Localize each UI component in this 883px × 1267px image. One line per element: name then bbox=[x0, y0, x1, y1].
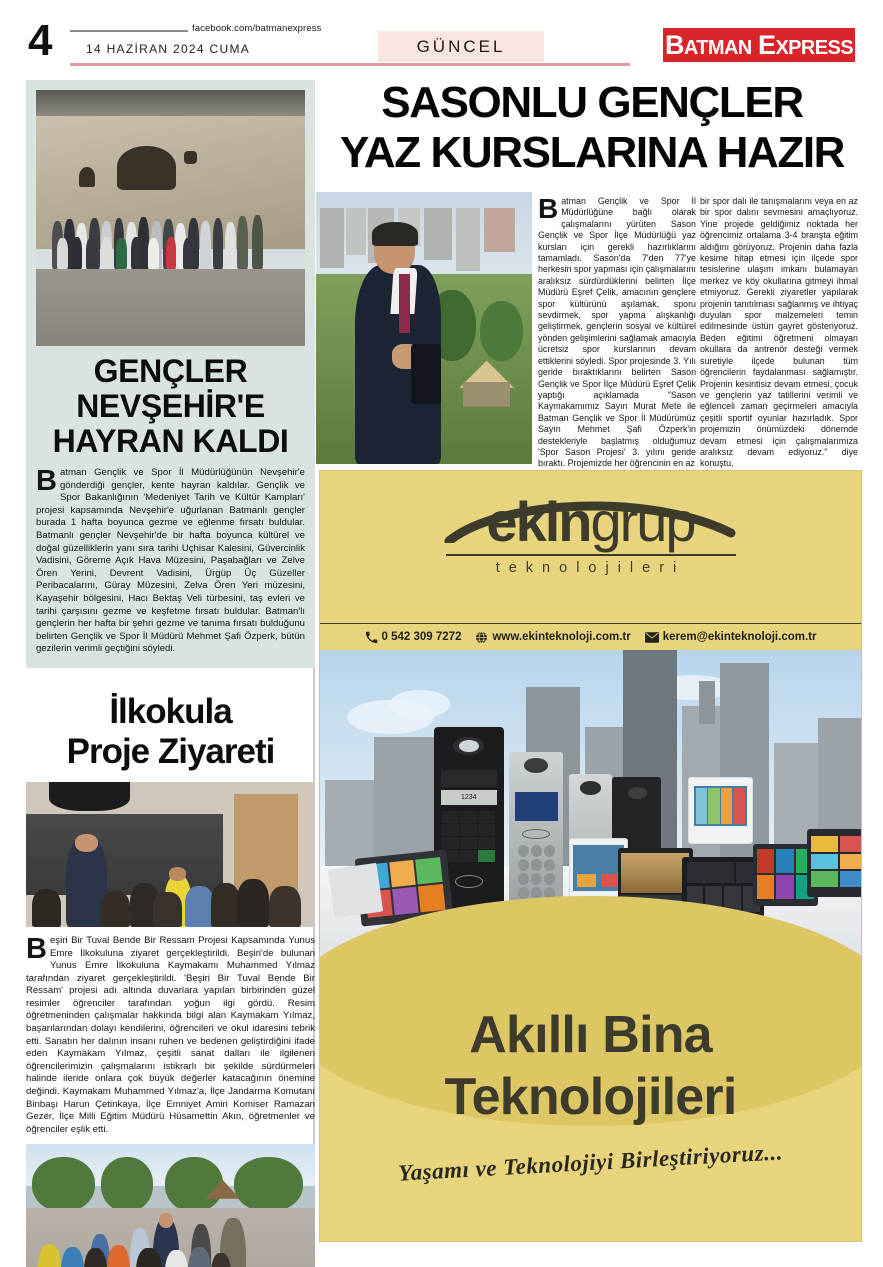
ad-logo-grup: grup bbox=[590, 490, 695, 553]
ad-logo-subtitle: teknolojileri bbox=[495, 559, 686, 576]
ad-logo-ek: ek bbox=[486, 490, 545, 553]
left-column bbox=[26, 80, 315, 1267]
left-story-1 bbox=[26, 80, 315, 668]
headline-line-2: Proje Ziyareti bbox=[66, 731, 275, 771]
ad-contact-bar bbox=[320, 624, 861, 650]
ad-phone[interactable] bbox=[365, 631, 462, 644]
page-number: 4 bbox=[28, 16, 51, 65]
envelope-icon bbox=[645, 632, 659, 643]
group-photo-people bbox=[47, 208, 295, 269]
brand-logo[interactable] bbox=[663, 28, 855, 62]
schoolyard-photo bbox=[26, 1144, 315, 1267]
facebook-url[interactable]: facebook.com/batmanexpress bbox=[192, 23, 322, 34]
left-story-1-body: Batman Gençlik ve Spor İl Müdürlüğünün Nevşehir'e gönderdiği gençler, kente hayran kaldılar. Gençlik ve Spor Bakanlığının 'Medeniyet Tarih ve Kültür Kampları' projesi kapsamında Nevşehir'e uğurlanan Batmanlı gençler burada 1 hafta boyunca gezme ve eğlenme fırsatı buldular. Batmanlı gençler Nevşehir'de bir hafta boyunca kültürel ve doğal güzelliklerin yanı sıra tarihi Uçhisar Kalesini, Güvercinlik Vadisini, Göreme Açık Hava Müzesini, Paşabağları ve Zelve Ören Yerini, Devrent Vadisini, Ürgüp Üç Güzeller Peribacalarını, Güray Müzesini, Zelva Ören Yeri müzesini, Kayaşehir bölgesini, Hacı Bektaş Veli türbesini, taş evleri ve tarihi çarşısını gezme ve keşfetme fırsatı buldular. Batman'lı gençlerin her hafta bir şehri gezme ve tanıma fırsatı bulduğunu belirten Gençlik ve Spor İl Müdürü Mehmet Şafi Özperk, bütün gezilerin verimli geçtiğini söyledi. bbox=[36, 465, 305, 655]
group-photo-nevsehir bbox=[36, 90, 305, 346]
ad-email-text: kerem@ekinteknoloji.com.tr bbox=[662, 631, 817, 644]
ad-headline-line-2: Teknolojileri bbox=[444, 1068, 737, 1127]
left-story-2-body: Beşiri Bir Tuval Bende Bir Ressam Projesi Kapsamında Yunus Emre İlkokuluna ziyaret gerçekleştirildi. Beşiri'de bulunan Yunus Emre İlkokuluna Kaymakamı Muhammed Yılmaz tarafından ziyaret gerçekleştirildi. 'Beşiri Bir Tuval Bende Bir Ressam' projesi adı altında duvarlara yapılan birbirinden güzel resimler öğrenciler tarafından yoğun ilgi gördü. Resim öğretmeninden çalışmalar hakkında bilgi alan Kaymakam Yılmaz, başarılarından dolayı kendilerini, öğrencileri ve okul idaresini tebrik etti. Sanatın her dalının insanı ruhen ve bedenen geliştirdiğini ifade eden Kaymakam Yılmaz, çeşitli sanat dalları ile ilgilenen öğrencilerimizin çalışmalarını istikrarlı bir şekilde sürdürmeleri halinde ileride onlara çok büyük değerler katacağının önemine değindi. Kaymakam Muhammed Yılmaz'a, İlçe Jandarma Komutanı Binbaşı Harun Çetinkaya, İlçe Emniyet Amiri Komiser Ramazan Gezer, İlçe Milli Eğitim Müdürü Hüsamettin Akın, öğretmenler ve öğrenciler eşlik etti. bbox=[26, 932, 315, 1135]
ad-website-text: www.ekinteknoloji.com.tr bbox=[492, 631, 631, 644]
section-badge: GÜNCEL bbox=[378, 31, 544, 62]
headline-line-2: NEVŞEHİR'E bbox=[76, 388, 265, 424]
ad-logo-underline bbox=[446, 554, 736, 556]
ad-logo-in: in bbox=[544, 490, 591, 553]
main-story-column-2: bir spor dalı ile tanışmalarını veya en az bir spor dalını sevmesini amaçlıyoruz. Yine projede geldiğimiz noktada her öğrencimiz ortalama 3-4 branşta eğitim aldığını görüyoruz. Projenin daha fazla kesime hitap etmesi için ilçede spor tesislerine ulaşım imkanı bulamayan merkez ve köy okullarına gitmeyi ihmal etmiyoruz. Gerekli ziyaretler yapılarak projenin tanıtılması sağlanmış ve ihtiyaç duyulan spor malzemeleri temin edilmesinde üstün gayret gösteriyoruz. Beden eğitimi öğretmeni olmayan okullara da antrenör desteği vermek suretiyle ilçede bulunan tüm öğrencilerin faydalanması sağlamıştır. Projenin kesintisiz devam etmesi, çocuk ve gençlerin yaz tatillerini verimli ve eğlenceli zaman geçirmeleri amacıyla çeşitli sportif oyunlar hazırladık. Spor projemizin önümüzdeki dönemde devam etmesi için çalışmalarımıza aralıksız devam ediyoruz." diye konuştu. bbox=[700, 196, 858, 469]
intercom-keypad-display: 1234 bbox=[441, 790, 497, 805]
masthead-divider-line bbox=[70, 30, 188, 32]
ad-logo-zone bbox=[320, 471, 861, 623]
left-story-2 bbox=[26, 692, 315, 1267]
ad-bottom-panel bbox=[320, 958, 861, 1242]
advertisement-ekin-grup[interactable] bbox=[319, 470, 862, 1242]
intercom-device-silver bbox=[509, 752, 563, 912]
school-visit-photo bbox=[26, 782, 315, 927]
ad-slogan: Yaşamı ve Teknolojiyi Birleştiriyoruz... bbox=[397, 1139, 784, 1187]
headline-line-1: İlkokula bbox=[109, 691, 232, 731]
masthead bbox=[0, 0, 883, 72]
masthead-rule bbox=[70, 63, 630, 66]
brand-logo-text: BATMAN EXPRESS bbox=[665, 29, 853, 60]
ad-headline-line-1: Akıllı Bina bbox=[469, 1006, 712, 1065]
left-story-1-headline bbox=[36, 354, 305, 459]
ad-website[interactable] bbox=[475, 631, 630, 644]
ad-headline bbox=[320, 974, 861, 1128]
wall-touch-panel-white bbox=[688, 777, 753, 845]
headline-line-3: HAYRAN KALDI bbox=[52, 423, 289, 459]
globe-icon bbox=[475, 631, 488, 644]
ad-logo bbox=[320, 490, 861, 576]
main-story-photo bbox=[316, 192, 532, 464]
ad-phone-text: 0 542 309 7272 bbox=[381, 631, 462, 644]
ad-email[interactable] bbox=[645, 631, 817, 643]
issue-date: 14 HAZİRAN 2024 CUMA bbox=[86, 42, 251, 56]
main-headline bbox=[322, 78, 862, 178]
main-headline-line-1: SASONLU GENÇLER bbox=[381, 78, 803, 127]
main-story-column-1: Batman Gençlik ve Spor İl Müdürlüğüne bağlı olarak çalışmalarını yürüten Sason Gençlik ve Spor İlçe Müdürlüğü yaz kursları için gerekli hazırlıklarını tamamladı. Sason'da 7'den 77'ye herkesin spor yapması için çalışmalarını aralıksız sürdürdüklerini belirten İlçe Müdürü Eşref Çelik, amacının gençlere spor kültürünü aşılamak, sporu sevdirmek, spor yapma alışkanlığı geliştirmek, gençlerin sosyal ve kültürel yönden gelişimlerini sağlamak amacıyla ücretsiz spor kurslarının devam ettiklerini söyledi. Spor projesinde 3. Yılı geride bıraktıklarını belirten Sason Gençlik ve Spor İlçe Müdürü Eşref Çelik yaptığı açıklamada "Sason Kaymakamımız Sayın Murat Mete ile Batman Gençlik ve Spor İl Müdürümüz Sayın Mehmet Şafi Özperk'in destekleriyle başlatmış olduğumuz 'Spor Sason Projesi' 3. yılını geride bıraktı. Projemizde her öğrencinin en az bbox=[538, 193, 696, 469]
main-headline-line-2: YAZ KURSLARINA HAZIR bbox=[339, 128, 845, 177]
left-story-2-headline bbox=[26, 692, 315, 772]
ad-logo-wordmark bbox=[320, 490, 861, 553]
phone-icon bbox=[365, 631, 378, 644]
touch-monitor-right bbox=[807, 829, 861, 897]
headline-line-1: GENÇLER bbox=[93, 353, 248, 389]
